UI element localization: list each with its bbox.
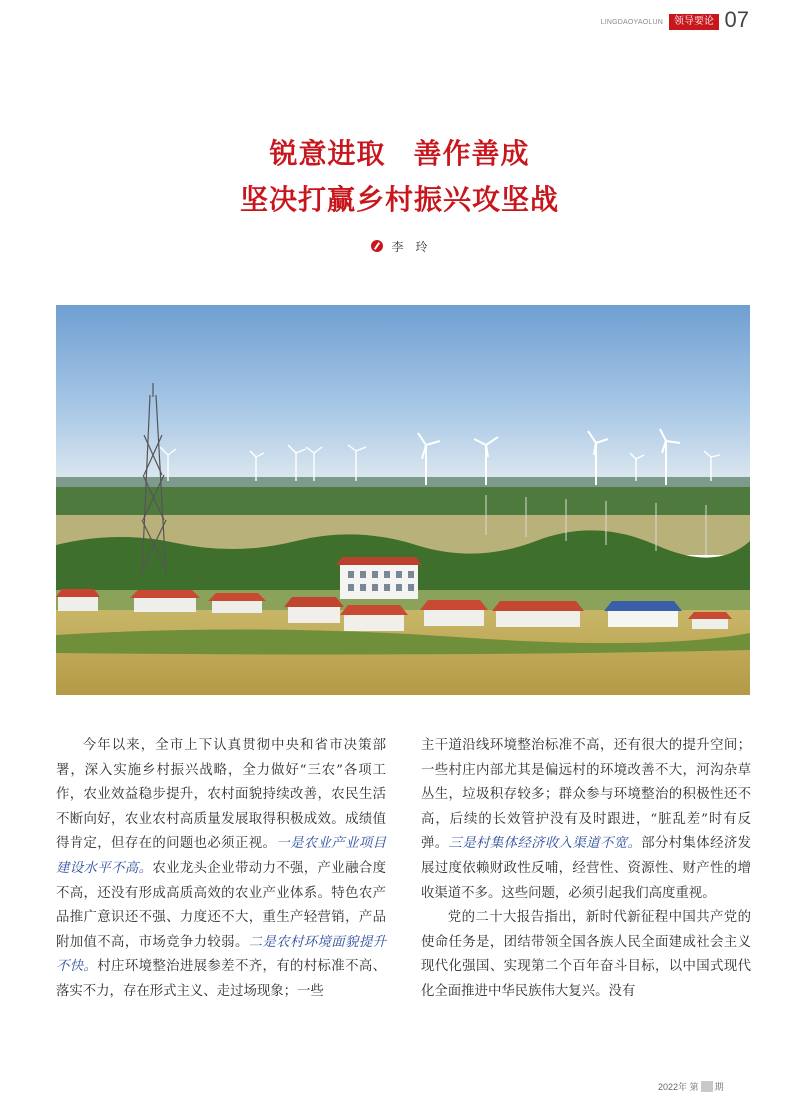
- body-text: 今年以来，全市上下认真贯彻中央和省市决策部署，深入实施乡村振兴战略，全力做好“三农”各项工作，农业效益稳步提升，农村面貌持续改善，农民生活不断向好，农业农村高质量发展取得积极成效。成绩值得肯定，但存在的问题也必须正视。: [56, 738, 386, 852]
- paragraph: [421, 734, 751, 906]
- title-part-b: 善作善成: [413, 137, 530, 170]
- title-part-a: 锐意进取: [269, 137, 386, 170]
- footer-year: 2022年: [658, 1082, 688, 1092]
- body-text: 主干道沿线环境整治标准不高，还有很大的提升空间；一些村庄内部尤其是偏远村的环境改善不大，河沟杂草丛生，垃圾积存较多；群众参与环境整治的积极性还不高，后续的长效管护没有及时跟进，“脏乱差”时有反弹。: [421, 738, 751, 852]
- highlight-point-1: 一是农业产业项目建设水平不高。: [56, 836, 386, 876]
- page-number: 07: [724, 7, 749, 32]
- highlight-point-2: 二是农村环境面貌提升不快。: [56, 934, 386, 975]
- rural-village-wind-turbine-photo: [56, 305, 750, 695]
- body-text: 村庄环境整治进展参差不齐，有的村标准不高、落实不力，存在形式主义、走过场现象；一些: [56, 959, 386, 999]
- footer-di: 第: [689, 1082, 699, 1092]
- footer-qi: 期: [714, 1082, 724, 1092]
- issue-number-box: [701, 1081, 713, 1092]
- pen-icon: [371, 240, 383, 252]
- highlight-point-3: 三是村集体经济收入渠道不宽。: [448, 836, 642, 852]
- body-column-right: [421, 734, 751, 1005]
- article-title-line2: 坚决打赢乡村振兴攻坚战: [239, 183, 559, 216]
- body-text: 农业龙头企业带动力不强，产业融合度不高，还没有形成高质高效的农业产业体系。特色农产品推广意识还不强、力度还不大，重生产轻营销，产品附加值不高，市场竞争力较弱。: [56, 860, 386, 950]
- section-english: LINGDAOYAOLUN: [600, 18, 663, 26]
- body-text: 部分村集体经济发展过度依赖财政性反哺，经营性、资源性、财产性的增收渠道不多。这些问题，必须引起我们高度重视。: [421, 836, 751, 901]
- author-name: 李 玲: [391, 240, 428, 254]
- paragraph: [56, 734, 386, 1005]
- section-badge: 领导要论: [669, 14, 719, 30]
- issue-footer: [658, 1080, 724, 1093]
- body-column-left: [56, 734, 386, 1005]
- byline: [0, 238, 799, 255]
- paragraph: 党的二十大报告指出，新时代新征程中国共产党的使命任务是，团结带领全国各族人民全面建成社会主义现代化强国、实现第二个百年奋斗目标，以中国式现代化全面推进中华民族伟大复兴。没有: [421, 910, 751, 999]
- article-title-line1: [0, 132, 799, 172]
